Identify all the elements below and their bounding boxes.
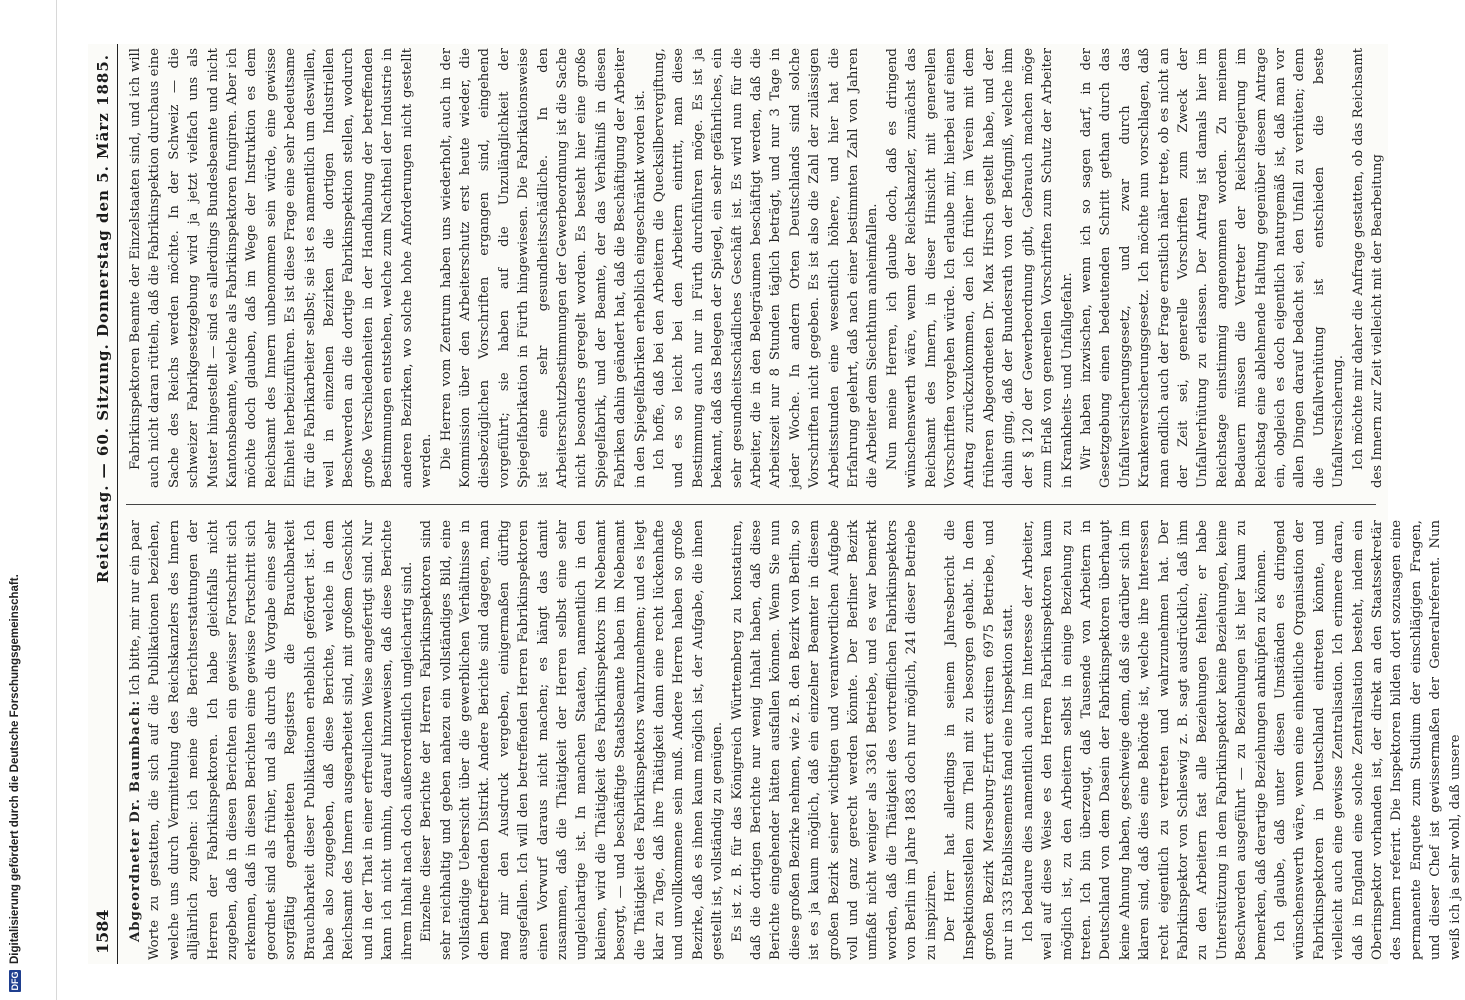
paragraph: [883, 48, 1077, 488]
paragraph-text: Es ist z. B. für das Königreich Württemberg zu konstatiren, daß die dortigen Berichte nur wenig Inhalt haben, daß diese Berichte eingehender hätten ausfallen können. Wenn Sie nun diese großen Bezirke nehmen, wie z. B. den Bezirk von Berlin, so ist es ja kaum möglich, daß ein einzelner Beamter in diesem großen Bezirk seiner wichtigen und verantwortlichen Aufgabe voll und ganz gerecht werden könnte. Der Berliner Bezirk umfaßt nicht weniger als 3361 Betriebe, und es war bemerkt worden, daß die Thätigkeit des vortrefflichen Fabrikinspektors von Berlin im Jahre 1883 doch nur möglich, 241 dieser Betriebe zu inspiziren.: [729, 520, 939, 960]
paragraph: [1019, 520, 1271, 960]
credit-text-rotated: [6, 0, 24, 992]
paragraph: [650, 48, 883, 488]
scan-gutter-line: [56, 0, 57, 1000]
paragraph: [1271, 520, 1465, 960]
paragraph-text: Ich glaube, daß unter diesen Umständen es dringend wünschenswerth wäre, wenn eine einheitliche Organisation der Fabrikinspektoren in Deutschland eintreten könnte, und vielleicht auch eine gewisse Zentralisation. Ich erinnere daran, daß in England eine solche Zentralisation besteht, indem ein Oberinspektor vorhanden ist, der direkt an den Staatssekretär des Innern referirt. Die Inspektoren bilden dort sozusagen eine permanente Enquete zum Studium der einschlägigen Fragen, und dieser Chef ist gewissermaßen der Generalreferent. Nun weiß ich ja sehr wohl, daß unsere: [1272, 520, 1463, 960]
paragraph-text: Fabrikinspektoren Beamte der Einzelstaaten sind, und ich will auch nicht daran rütteln, daß die Fabrikinspektion durchaus eine Sache des Reichs werden möchte. In der Schweiz — die schweizer Fabrikgesetzgebung wird ja jetzt vielfach uns als Muster hingestellt — sind es allerdings Bundesbeamte und nicht Kantonsbeamte, welche als Fabrikinspektoren fungiren. Aber ich möchte doch glauben, daß im Wege der Instruktion es dem Reichsamt des Innern unbenommen sein würde, eine gewisse Einheit herbeizuführen. Es ist diese Frage eine sehr bedeutsame für die Fabrikarbeiter selbst; sie ist es namentlich um deswillen, weil in einzelnen Bezirken die dortigen Industriellen Beschwerden an die dortige Fabrikinspektion stellen, wodurch große Verschiedenheiten in der Handhabung der betreffenden Bestimmungen entstehen, welche zum Nachtheil der Industrie in anderen Bezirken, wo solche hohe Anforderungen nicht gestellt werden.: [128, 48, 435, 488]
right-column: [126, 48, 1385, 488]
page-header: [88, 44, 118, 964]
paragraph: [126, 520, 417, 960]
dfg-logo: DFG: [10, 971, 20, 991]
paragraph: [417, 520, 728, 960]
paragraph-text: Die Herren vom Zentrum haben uns wiederholt, auch in der Kommission über den Arbeiterschutz erst heute wieder, die diesbezüglichen Vorschriften ergangen sind, eingehend vorgeführt; sie haben auf die Unzulänglichkeit der Spiegelfabrikation in Fürth hingewiesen. Die Fabrikationsweise ist eine sehr gesundheitsschädliche. In den Arbeiterschutzbestimmungen der Gewerbeordnung ist die Sache nicht besonders geregelt worden. Es besteht hier eine große Spiegelfabrik, und der Beamte, der das Verhältniß in diesen Fabriken dahin geändert hat, daß die Beschäftigung der Arbeiter in den Spiegelfabriken erheblich eingeschränkt worden ist.: [438, 48, 648, 488]
paragraph: [728, 520, 941, 960]
paragraph-text: Ich bitte, mir nur ein paar Worte zu gestatten, die sich auf die Publikationen beziehen, welche uns durch Vermittelung des Reichskanzlers des Innern alljährlich zugehen: ich meine die Berichtserstattungen der Herren der Fabrikinspektoren. Ich habe gleichfalls nicht zugeben, daß in diesen Berichten ein gewisser Fortschritt sich erkennen, daß in diesen Berichten eine gewisse Fortschritt sich geordnet sind als früher, und als durch die Vorgabe eines sehr sorgfältig gearbeiteten Registers die Brauchbarkeit Brauchbarkeit dieser Publikationen erheblich gefördert ist. Ich habe also zugegeben, daß diese Berichte, welche in dem Reichsamt des Innern ausgearbeitet sind, mit großem Geschick und in der That in einer erfreulichen Weise angefertigt sind. Nur kann ich nicht umhin, darauf hinzuweisen, daß diese Berichte ihrem Inhalt nach doch außerordentlich ungleichartig sind.: [128, 520, 415, 960]
speaker-name: Abgeordneter Dr. Baumbach:: [128, 699, 143, 942]
paragraph-text: Einzelne dieser Berichte der Herren Fabrikinspektoren sind sehr reichhaltig und geben nahezu ein vollständiges Bild, eine vollständige Uebersicht über die gewerblichen Verhältnisse in dem betreffenden Distrikt. Andere Berichte sind dagegen, man mag mir den Ausdruck vergeben, einigermaßen dürftig ausgefallen. Ich will den betreffenden Herren Fabrikinspektoren einen Vorwurf daraus nicht machen; es hängt das damit zusammen, daß die Thätigkeit der Herren selbst eine sehr ungleichartige ist. In manchen Staaten, namentlich in den kleinen, wird die Thätigkeit des Fabrikinspektors im Nebenamt besorgt, — und beschäftigte Staatsbeamte haben im Nebenamt die Thätigkeit des Fabrikinspektors wahrzunehmen; und es liegt klar zu Tage, daß ihre Thätigkeit dann eine recht lückenhafte und unvollkommene sein muß. Andere Herren haben so große Bezirke, daß es ihnen kaum möglich ist, der Aufgabe, die ihnen gestellt ist, vollständig zu genügen.: [419, 520, 726, 960]
paragraph-text: Nun meine Herren, ich glaube doch, daß es dringend wünschenswerth wäre, wenn der Reichskanzler, zunächst das Reichsamt des Innern, in dieser Hinsicht mit generellen Vorschriften vorgehen würde. Ich erlaube mir, hierbei auf einen Antrag zurückzukommen, den ich früher im Verein mit dem früheren Abgeordneten Dr. Max Hirsch gestellt habe, und der dahin ging, daß der Bundesrath von der Befugniß, welche ihm der § 120 der Gewerbeordnung gibt, Gebrauch machen möge zum Erlaß von generellen Vorschriften zum Schutz der Arbeiter in Krankheits- und Unfallgefahr.: [884, 48, 1075, 488]
paragraph: [941, 520, 1019, 960]
rotated-page-content: [88, 44, 1463, 964]
paragraph-text: Ich hoffe, daß bei den Arbeitern die Quecksilbervergiftung, und es so leicht bei den Arbeitern eintritt, man diese Bestimmung auch nur in Fürth durchführen möge. Es ist ja bekannt, daß das Belegen der Spiegel, ein sehr gefährliches, ein sehr gesundheitsschädliches Geschäft ist. Es wird nun für die Arbeiter, die in den Belegräumen beschäftigt werden, daß die Arbeitszeit nur 8 Stunden täglich beträgt, und nur 3 Tage in jeder Woche. In andern Orten Deutschlands sind solche Vorschriften nicht gegeben. Es ist also die Zahl der zulässigen Arbeitsstunden eine wesentlich höhere, und hier hat die Erfahrung gelehrt, daß nach einer bestimmten Zahl von Jahren die Arbeiter dem Siechthum anheimfallen.: [651, 48, 881, 488]
text-columns: [126, 44, 1463, 964]
paragraph-text: Der Herr hat allerdings in seinem Jahresbericht die Inspektionsstellen zum Theil mit zu besorgen gehabt. In dem großen Bezirk Merseburg-Erfurt existiren 6975 Betriebe, und nur in 333 Etablissements fand eine Inspektion statt.: [943, 520, 1017, 960]
page-number: 1584: [93, 909, 112, 954]
paragraph-text: Ich bedaure dies namentlich auch im Interesse der Arbeiter, weil auf diese Weise es den Herren Fabrikinspektoren kaum möglich ist, zu den Arbeitern selbst in einige Beziehung zu treten. Ich bin überzeugt, daß Tausende von Arbeitern in Deutschland von dem Dasein der Fabrikinspektoren überhaupt keine Ahnung haben, geschweige denn, daß sie darüber sich im klaren sind, daß dies eine Behörde ist, welche ihre Interessen recht eigentlich zu vertreten und wahrzunehmen hat. Der Fabrikinspektor von Schleswig z. B. sagt ausdrücklich, daß ihm zu den Arbeitern fast alle Beziehungen fehlten; er habe Unterstützung in dem Fabrikinspektor keine Beziehungen, keine Beschwerden ausgeführt — zu Beziehungen ist hier kaum zu bemerken, daß derartige Beziehungen anknüpfen zu können.: [1020, 520, 1269, 960]
scanned-page: [88, 44, 1463, 964]
digitization-credit: [4, 0, 22, 1000]
paragraph: [437, 48, 650, 488]
running-title: Reichstag. — 60. Sitzung. Donnerstag den 5. März 1885.: [93, 54, 112, 584]
paragraph: [126, 48, 437, 488]
column-divider: [126, 504, 1376, 505]
paragraph-text: Wir haben inzwischen, wenn ich so sagen darf, in der Gesetzgebung einen bedeutenden Schritt gethan durch das Unfallversicherungsgesetz, und zwar durch das Krankenversicherungsgesetz. Ich möchte nun vorschlagen, daß man endlich auch der Frage ernstlich näher trete, ob es nicht an der Zeit sei, generelle Vorschriften zum Zweck der Unfallverhütung zu erlassen. Der Antrag ist damals hier im Reichstage einstimmig angenommen worden. Zu meinem Bedauern müssen die Vertreter der Reichsregierung im Reichstag eine ablehnende Haltung gegenüber diesem Antrage ein, obgleich es doch eigentlich naturgemäß ist, daß man vor allen Dingen darauf bedacht sei, den Unfall zu verhüten; denn die Unfallverhütung ist entschieden die beste Unfallversicherung.: [1078, 48, 1347, 488]
left-column: [126, 520, 1463, 960]
paragraph: [1349, 48, 1388, 488]
paragraph-text: Ich möchte mir daher die Anfrage gestatten, ob das Reichsamt des Innern zur Zeit vielleicht mit der Bearbeitung: [1350, 48, 1385, 488]
paragraph: [1077, 48, 1349, 488]
credit-label: Digitalisierung gefördert durch die Deutsche Forschungsgemeinschaft.: [9, 574, 21, 964]
